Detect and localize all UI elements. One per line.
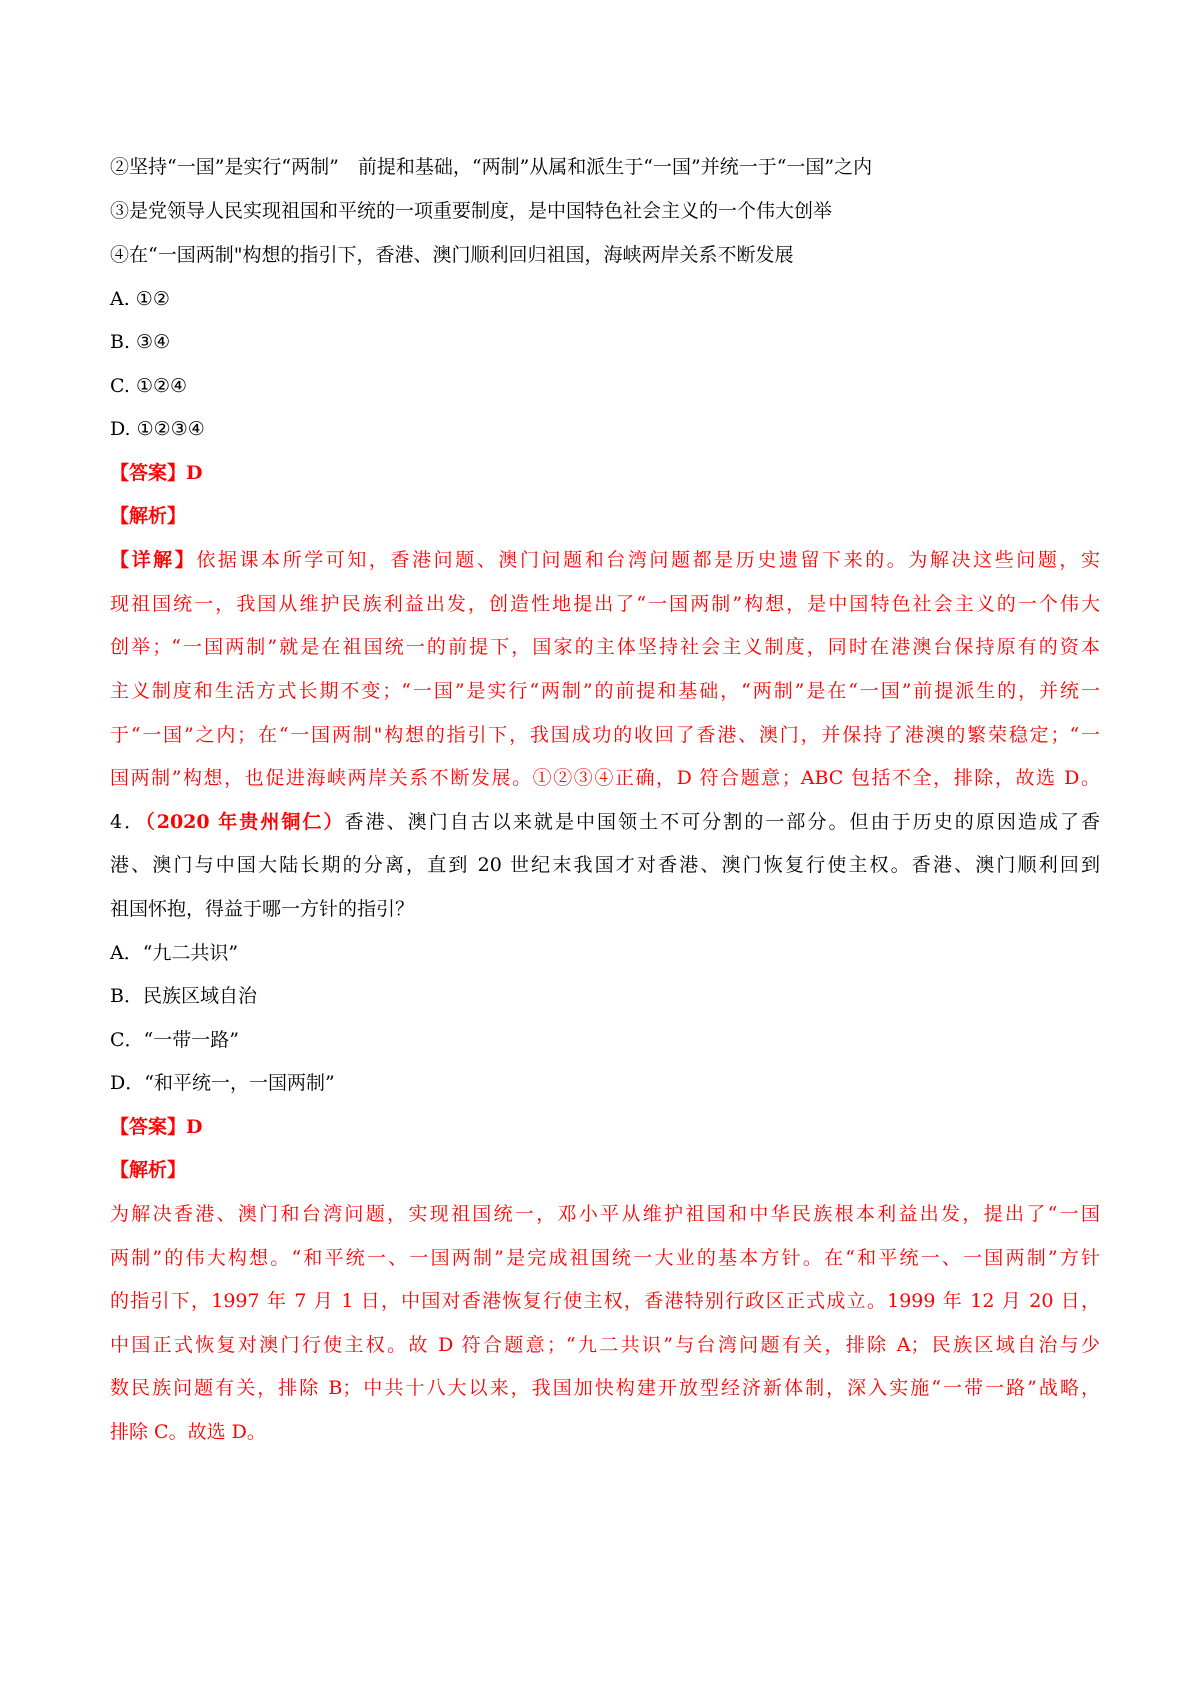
q3-detail-line-3: 创举；“一国两制”就是在祖国统一的前提下，国家的主体坚持社会主义制度，同时在港澳台保持原有的资本 [110,636,1100,658]
q4-analysis-line-5: 数民族问题有关，排除 B；中共十八大以来，我国加快构建开放型经济新体制，深入实施“一带一路”战略， [110,1377,1100,1399]
q4-option-b: B．民族区域自治 [110,985,257,1007]
q4-stem-line-2: 港、澳门与中国大陆长期的分离，直到 20 世纪末我国才对香港、澳门恢复行使主权。香港、澳门顺利回到 [110,854,1100,876]
q4-answer: 【答案】D [110,1116,203,1138]
q4-analysis-line-2: 两制”的伟大构想。“和平统一、一国两制”是完成祖国统一大业的基本方针。在“和平统一、一国两制”方针 [110,1247,1100,1269]
q4-number: 4． [110,811,146,833]
q3-detail-label: 【详解】 [110,549,197,571]
q3-statement-3: ③是党领导人民实现祖国和平统的一项重要制度，是中国特色社会主义的一个伟大创举 [110,200,833,222]
q3-detail-line-5: 于“一国”之内；在“一国两制"构想的指引下，我国成功的收回了香港、澳门，并保持了港澳的繁荣稳定；“一 [110,724,1100,746]
q3-statement-2: ②坚持“一国”是实行“两制” 前提和基础，“两制”从属和派生于“一国”并统一于“一国”之内 [110,156,873,178]
q3-detail-line-4: 主义制度和生活方式长期不变；“一国”是实行“两制”的前提和基础，“两制”是在“一国”前提派生的，并统一 [110,680,1100,702]
q3-statement-4: ④在“一国两制"构想的指引下，香港、澳门顺利回归祖国，海峡两岸关系不断发展 [110,244,794,266]
q4-analysis-label: 【解析】 [110,1159,187,1181]
q4-option-c: C．“一带一路” [110,1029,239,1051]
q3-analysis-label: 【解析】 [110,505,187,527]
q4-analysis-line-6: 排除 C。故选 D。 [110,1421,266,1443]
q3-option-d: D. ①②③④ [110,418,205,440]
q3-answer: 【答案】D [110,462,203,484]
q4-analysis-line-1: 为解决香港、澳门和台湾问题，实现祖国统一，邓小平从维护祖国和中华民族根本利益出发，提出了“一国 [110,1203,1100,1225]
q3-detail-line-2: 现祖国统一，我国从维护民族利益出发，创造性地提出了“一国两制”构想，是中国特色社会主义的一个伟大 [110,593,1100,615]
q4-analysis-line-4: 中国正式恢复对澳门行使主权。故 D 符合题意；“九二共识”与台湾问题有关，排除 A；民族区域自治与少 [110,1334,1100,1356]
q3-detail-line-1: 【详解】依据课本所学可知，香港问题、澳门问题和台湾问题都是历史遗留下来的。为解决这些问题，实 [110,549,1100,571]
q3-option-b: B. ③④ [110,331,171,353]
q4-option-a: A．“九二共识” [110,942,239,964]
q3-option-a: A. ①② [110,288,170,310]
q4-stem-line-3: 祖国怀抱，得益于哪一方针的指引？ [110,898,415,920]
q3-option-c: C. ①②④ [110,375,188,397]
q4-stem-line-1: 4．（2020 年贵州铜仁）香港、澳门自古以来就是中国领土不可分割的一部分。但由于历史的原因造成了香 [110,811,1101,833]
q4-analysis-line-3: 的指引下，1997 年 7 月 1 日，中国对香港恢复行使主权，香港特别行政区正式成立。1999 年 12 月 20 日， [110,1290,1100,1312]
q4-option-d: D．“和平统一，一国两制” [110,1072,335,1094]
q4-source: （2020 年贵州铜仁） [145,811,345,833]
q3-detail-line-6: 国两制”构想，也促进海峡两岸关系不断发展。①②③④正确，D 符合题意；ABC 包括不全，排除，故选 D。 [110,767,1100,789]
